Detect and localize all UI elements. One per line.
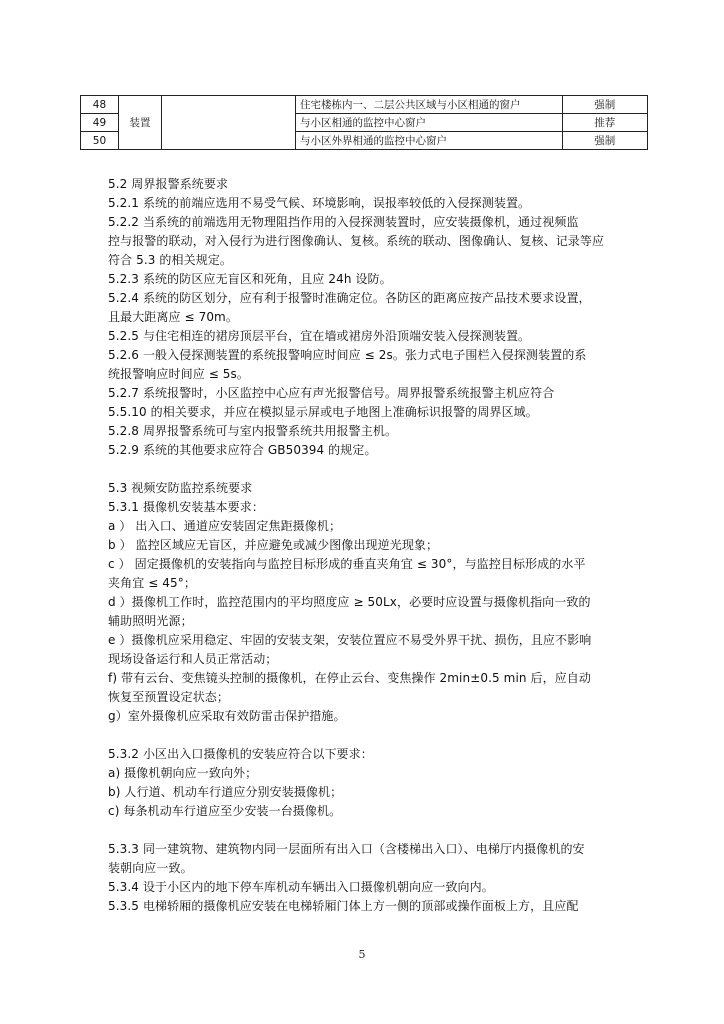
text-line: 5.3.2 小区出入口摄像机的安装应符合以下要求： bbox=[108, 747, 373, 761]
empty-cell bbox=[162, 96, 296, 150]
text-line: e ）摄像机应采用稳定、牢固的安装支架，安装位置应不易受外界干扰、损伤，且应不影响 bbox=[108, 633, 592, 647]
text-line: 控与报警的联动，对入侵行为进行图像确认、复核。系统的联动、图像确认、复核、记录等应 bbox=[108, 234, 605, 248]
text-line: 统报警响应时间应 ≤ 5s。 bbox=[108, 367, 249, 381]
row-description: 与小区相通的监控中心窗户 bbox=[296, 114, 563, 132]
text-line: 5.2 周界报警系统要求 bbox=[108, 177, 229, 191]
paragraph-gap bbox=[108, 821, 628, 840]
text-line: 5.3.3 同一建筑物、建筑物内同一层面所有出入口（含楼梯出入口）、电梯厅内摄像机的安 bbox=[108, 842, 585, 856]
text-line: 5.3.5 电梯轿厢的摄像机应安装在电梯轿厢门体上方一侧的顶部或操作面板上方，且应配 bbox=[108, 899, 579, 913]
row-number: 48 bbox=[81, 96, 119, 114]
text-line: 5.3 视频安防监控系统要求 bbox=[108, 481, 253, 495]
text-line: a) 摄像机朝向应一致向外； bbox=[108, 766, 258, 780]
row-description: 住宅楼栋内一、二层公共区域与小区相通的窗户 bbox=[296, 96, 563, 114]
row-requirement: 强制 bbox=[562, 96, 647, 114]
row-number: 50 bbox=[81, 132, 119, 150]
text-line: 且最大距离应 ≤ 70m。 bbox=[108, 310, 238, 324]
text-line: 5.2.3 系统的防区应无盲区和死角，且应 24h 设防。 bbox=[108, 272, 392, 286]
text-line: 夹角宜 ≤ 45°； bbox=[108, 576, 196, 590]
body-text bbox=[108, 175, 628, 916]
text-line: 辅助照明光源； bbox=[108, 614, 193, 628]
row-description: 与小区外界相通的监控中心窗户 bbox=[296, 132, 563, 150]
paragraph-gap bbox=[108, 726, 628, 745]
text-line: b ） 监控区域应无盲区，并应避免或减少图像出现逆光现象； bbox=[108, 538, 439, 552]
text-line: f) 带有云台、变焦镜头控制的摄像机，在停止云台、变焦操作 2min±0.5 min 后，应自动 bbox=[108, 671, 591, 685]
text-line: c ） 固定摄像机的安装指向与监控目标形成的垂直夹角宜 ≤ 30°，与监控目标形成的水平 bbox=[108, 557, 586, 571]
text-line: 5.3.1 摄像机安装基本要求： bbox=[108, 500, 264, 514]
text-line: d ）摄像机工作时，监控范围内的平均照度应 ≥ 50Lx，必要时应设置与摄像机指向一致的 bbox=[108, 595, 591, 609]
text-line: 5.2.4 系统的防区划分，应有利于报警时准确定位。各防区的距离应按产品技术要求设置， bbox=[108, 291, 591, 305]
text-line: g）室外摄像机应采取有效防雷击保护措施。 bbox=[108, 709, 346, 723]
row-requirement: 强制 bbox=[562, 132, 647, 150]
text-line: 5.3.4 设于小区内的地下停车库机动车辆出入口摄像机朝向应一致向内。 bbox=[108, 880, 494, 894]
text-line: 现场设备运行和人员正常活动； bbox=[108, 652, 278, 666]
text-line: 装朝向应一致。 bbox=[108, 861, 193, 875]
text-line: b) 人行道、机动车行道应分别安装摄像机； bbox=[108, 785, 343, 799]
text-line: 5.2.5 与住宅相连的裙房顶层平台，宜在墙或裙房外沿顶端安装入侵探测装置。 bbox=[108, 329, 531, 343]
text-line: 5.2.1 系统的前端应选用不易受气候、环境影响，误报率较低的入侵探测装置。 bbox=[108, 196, 531, 210]
text-line: a ） 出入口、通道应安装固定焦距摄像机； bbox=[108, 519, 342, 533]
row-number: 49 bbox=[81, 114, 119, 132]
table-row bbox=[81, 96, 648, 114]
text-line: 5.2.7 系统报警时，小区监控中心应有声光报警信号。周界报警系统报警主机应符合 bbox=[108, 386, 555, 400]
text-line: 5.5.10 的相关要求，并应在模拟显示屏或电子地图上准确标识报警的周界区域。 bbox=[108, 405, 538, 419]
row-category: 装置 bbox=[118, 96, 161, 150]
row-requirement: 推荐 bbox=[562, 114, 647, 132]
requirements-table bbox=[80, 95, 648, 150]
text-line: 5.2.9 系统的其他要求应符合 GB50394 的规定。 bbox=[108, 443, 377, 457]
text-line: 5.2.2 当系统的前端选用无物理阻挡作用的入侵探测装置时，应安装摄像机，通过视频监 bbox=[108, 215, 579, 229]
text-line: 恢复至预置设定状态； bbox=[108, 690, 230, 704]
text-line: 5.2.8 周界报警系统可与室内报警系统共用报警主机。 bbox=[108, 424, 398, 438]
page-number: 5 bbox=[358, 948, 366, 961]
text-line: 符合 5.3 的相关规定。 bbox=[108, 253, 233, 267]
paragraph-gap bbox=[108, 460, 628, 479]
text-line: 5.2.6 一般入侵探测装置的系统报警响应时间应 ≤ 2s。张力式电子围栏入侵探测装置的系 bbox=[108, 348, 587, 362]
text-line: c) 每条机动车行道应至少安装一台摄像机。 bbox=[108, 804, 342, 818]
